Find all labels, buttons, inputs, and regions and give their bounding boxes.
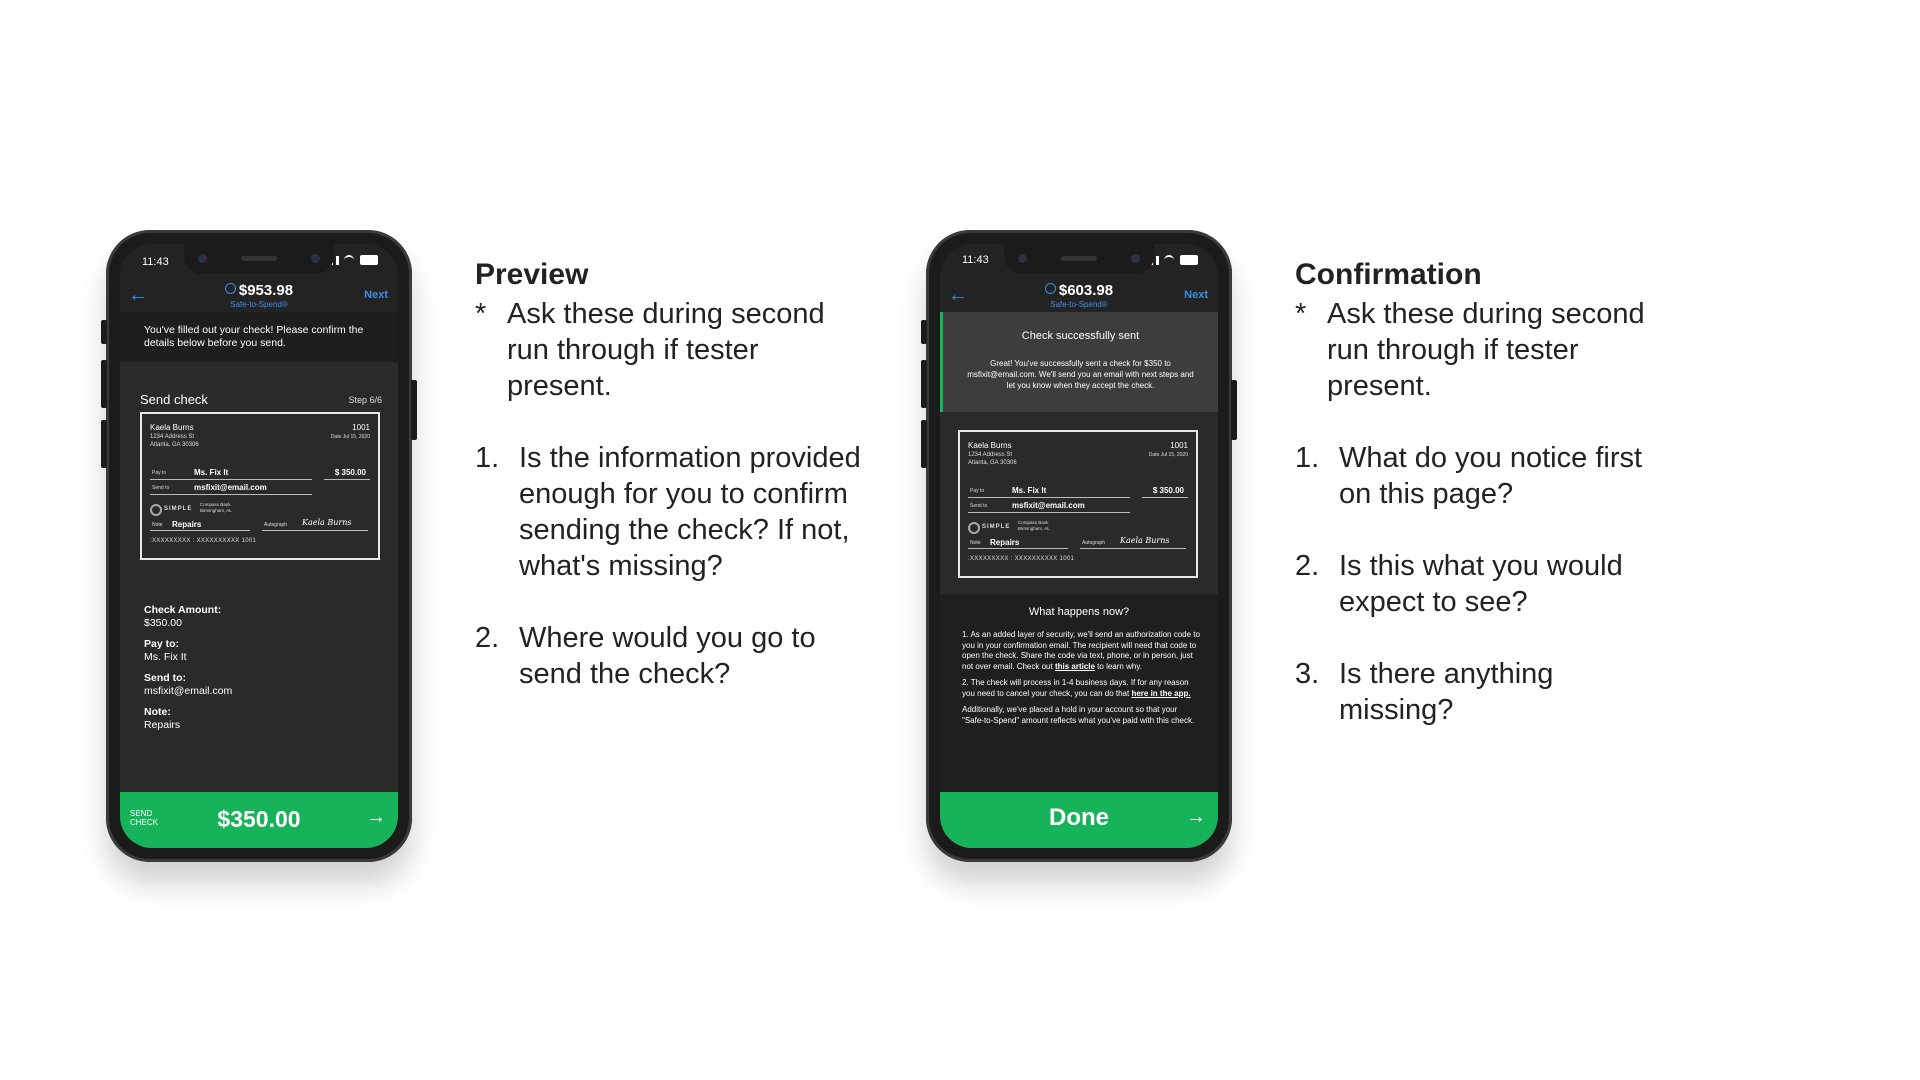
- question-text: Is the information provided enough for you to confirm sending the check? If not, what's missing?: [519, 442, 861, 582]
- question-number: 1.: [1295, 442, 1320, 474]
- check-send-to-label: Send to: [970, 503, 988, 509]
- balance-display: [940, 282, 1218, 299]
- check-from-name: Kaela Burns: [968, 441, 1012, 450]
- what-happens-step-1: [962, 630, 1200, 672]
- check-confirmation: [958, 430, 1198, 578]
- bank-name: Compass Bank: [1018, 520, 1049, 525]
- phone-confirmation: [926, 230, 1232, 862]
- done-label: Done: [1049, 804, 1109, 831]
- send-to-line: [968, 512, 1130, 513]
- check-note: Repairs: [172, 520, 202, 529]
- what-happens-panel: [940, 594, 1218, 792]
- step-1-text: 1. As an added layer of security, we'll send an authorization code to you in your confirmation email. The recipient will need that code to open the check. Share the code via text, phone, or in person, just not over email. Check out: [962, 630, 1200, 671]
- status-time: 11:43: [962, 254, 989, 266]
- simple-logo-icon: [150, 504, 162, 516]
- step-1-text-end: to learn why.: [1094, 661, 1142, 671]
- phone-volume-up: [101, 360, 107, 408]
- notch: [184, 244, 334, 274]
- check-date: Date Jul 15, 2020: [1148, 452, 1188, 458]
- camera-icon: [1018, 254, 1027, 263]
- question-number: 2.: [475, 622, 500, 654]
- send-check-amount: $350.00: [217, 806, 301, 832]
- camera-icon: [198, 254, 207, 263]
- next-button[interactable]: Next: [1184, 289, 1208, 301]
- check-pay-to-label: Pay to: [970, 488, 985, 494]
- detail-pay-to-label: Pay to:: [144, 638, 180, 650]
- what-happens-body: [962, 630, 1200, 726]
- check-pay-to: Ms. Fix It: [1012, 486, 1047, 495]
- question-text: Is there anything missing?: [1339, 658, 1554, 726]
- note-line: [968, 548, 1068, 549]
- pay-to-line: [150, 479, 312, 480]
- bank-city: Birmingham, AL: [200, 508, 232, 513]
- back-arrow-icon[interactable]: ←: [948, 284, 968, 306]
- check-note-label: Note: [970, 540, 981, 546]
- balance-display: [120, 282, 398, 299]
- detail-send-to-value: msfixit@email.com: [144, 685, 233, 697]
- send-check-button[interactable]: [120, 792, 398, 848]
- nav-bar: [940, 280, 1218, 312]
- amount-line: [1142, 497, 1188, 498]
- notch: [1004, 244, 1154, 274]
- step-indicator: Step 6/6: [348, 395, 382, 405]
- question-item: [1295, 548, 1675, 620]
- signature: Kaela Burns: [1120, 536, 1170, 545]
- next-button[interactable]: Next: [364, 289, 388, 301]
- nav-bar: [120, 280, 398, 312]
- battery-icon: [360, 255, 378, 265]
- section-title: Send check: [140, 392, 208, 407]
- question-item: [475, 620, 875, 692]
- check-amount: $ 350.00: [1152, 486, 1184, 495]
- detail-send-to-label: Send to:: [144, 672, 186, 684]
- amount-line: [324, 479, 370, 480]
- phone-power-button: [1231, 380, 1237, 440]
- what-happens-hold-note: Additionally, we've placed a hold in your account so that your "Safe-to-Spend" amount reflects what you've paid with this check.: [962, 705, 1195, 725]
- check-preview: [140, 412, 380, 560]
- check-from-address: 1234 Address St: [150, 434, 195, 440]
- banner-text: You've filled out your check! Please confirm the details below before you send.: [144, 324, 364, 349]
- phone-volume-up: [921, 360, 927, 408]
- detail-amount-label: Check Amount:: [144, 604, 222, 616]
- back-arrow-icon[interactable]: ←: [128, 284, 148, 306]
- preview-note-text: Ask these during second run through if tester present.: [507, 298, 825, 402]
- detail-pay-to-value: Ms. Fix It: [144, 651, 187, 663]
- sensor-icon: [1131, 254, 1140, 263]
- phone-screen: [120, 244, 398, 848]
- confirmation-note-text: Ask these during second run through if tester present.: [1327, 298, 1645, 402]
- bank-logo-text: SIMPLE: [982, 524, 1011, 530]
- arrow-right-icon: →: [366, 806, 386, 828]
- check-note: Repairs: [990, 538, 1020, 547]
- phone-mute-switch: [101, 320, 107, 344]
- phone-volume-down: [921, 420, 927, 468]
- check-number: 1001: [352, 423, 370, 432]
- balance-amount: $953.98: [238, 282, 294, 299]
- check-pay-to: Ms. Fix It: [194, 468, 229, 477]
- send-to-line: [150, 494, 312, 495]
- question-item: [1295, 440, 1675, 512]
- question-number: 3.: [1295, 658, 1320, 690]
- check-send-to: msfixit@email.com: [1012, 501, 1085, 510]
- autograph-label: Autograph: [264, 522, 288, 528]
- simple-logo-icon: [968, 522, 980, 534]
- confirmation-heading: Confirmation: [1295, 258, 1482, 291]
- phone-preview: [106, 230, 412, 862]
- check-from-city: Atlanta, GA 30306: [968, 460, 1017, 466]
- check-date: Date Jul 15, 2020: [330, 434, 370, 440]
- preview-questions: [475, 440, 875, 728]
- success-banner: [940, 312, 1218, 412]
- bank-city: Birmingham, AL: [1018, 526, 1050, 531]
- preview-heading: Preview: [475, 258, 589, 291]
- wifi-icon: [1164, 255, 1174, 265]
- question-text: What do you notice first on this page?: [1339, 442, 1643, 510]
- check-from-name: Kaela Burns: [150, 423, 194, 432]
- balance-subtitle: Safe-to-Spend®: [1050, 300, 1108, 309]
- phone-power-button: [411, 380, 417, 440]
- asterisk-marker: *: [475, 298, 487, 330]
- send-check-label: SEND CHECK: [130, 809, 159, 827]
- arrow-right-icon: →: [1186, 806, 1206, 828]
- signature: Kaela Burns: [302, 518, 352, 527]
- phone-volume-down: [101, 420, 107, 468]
- pay-to-line: [968, 497, 1130, 498]
- signature-line: [262, 530, 368, 531]
- what-happens-title: What happens now?: [1028, 606, 1130, 618]
- check-number: 1001: [1170, 441, 1188, 450]
- check-from-city: Atlanta, GA 30306: [150, 442, 199, 448]
- autograph-label: Autograph: [1082, 540, 1106, 546]
- detail-amount-value: $350.00: [144, 617, 182, 629]
- success-title: Check successfully sent: [1021, 330, 1140, 342]
- balance-subtitle: Safe-to-Spend®: [230, 300, 288, 309]
- safe-to-spend-icon: [1045, 283, 1056, 294]
- check-amount: $ 350.00: [334, 468, 366, 477]
- check-send-to-label: Send to: [152, 485, 170, 491]
- bank-name: Compass Bank: [200, 502, 231, 507]
- phone-mute-switch: [921, 320, 927, 344]
- this-article-link[interactable]: this article: [1054, 661, 1095, 671]
- what-happens-step-2: [962, 678, 1200, 699]
- micr-line: :XXXXXXXXX : XXXXXXXXXX 1001: [150, 538, 257, 544]
- sensor-icon: [311, 254, 320, 263]
- success-body: Great! You've successfully sent a check for $350 to msfixit@email.com. We'll send you an email with next steps and let you know when they accept the check.: [967, 359, 1194, 390]
- speaker-grille: [1061, 256, 1097, 261]
- check-note-label: Note: [152, 522, 163, 528]
- check-details: [144, 604, 232, 732]
- wifi-icon: [344, 255, 354, 265]
- micr-line: :XXXXXXXXX : XXXXXXXXXX 1001: [968, 556, 1075, 562]
- question-number: 1.: [475, 442, 500, 474]
- signature-line: [1080, 548, 1186, 549]
- question-number: 2.: [1295, 550, 1320, 582]
- safe-to-spend-icon: [225, 283, 236, 294]
- speaker-grille: [241, 256, 277, 261]
- status-time: 11:43: [142, 256, 169, 268]
- detail-note-value: Repairs: [144, 719, 181, 731]
- confirmation-questions: [1295, 440, 1675, 764]
- question-text: Where would you go to send the check?: [519, 622, 816, 690]
- question-text: Is this what you would expect to see?: [1339, 550, 1623, 618]
- check-pay-to-label: Pay to: [152, 470, 167, 476]
- battery-icon: [1180, 255, 1198, 265]
- question-item: [1295, 656, 1675, 728]
- check-send-to: msfixit@email.com: [194, 483, 267, 492]
- here-in-the-app-link[interactable]: here in the app.: [1131, 688, 1191, 698]
- done-button[interactable]: [940, 792, 1218, 848]
- asterisk-marker: *: [1295, 298, 1307, 330]
- detail-note-label: Note:: [144, 706, 171, 718]
- balance-amount: $603.98: [1058, 282, 1114, 299]
- bank-logo-text: SIMPLE: [164, 506, 193, 512]
- note-line: [150, 530, 250, 531]
- info-banner: [120, 312, 398, 362]
- step-2-text: 2. The check will process in 1-4 business days. If for any reason you need to cancel your check, you can do that: [962, 678, 1189, 698]
- question-item: [475, 440, 875, 584]
- phone-screen: [940, 244, 1218, 848]
- check-from-address: 1234 Address St: [968, 452, 1013, 458]
